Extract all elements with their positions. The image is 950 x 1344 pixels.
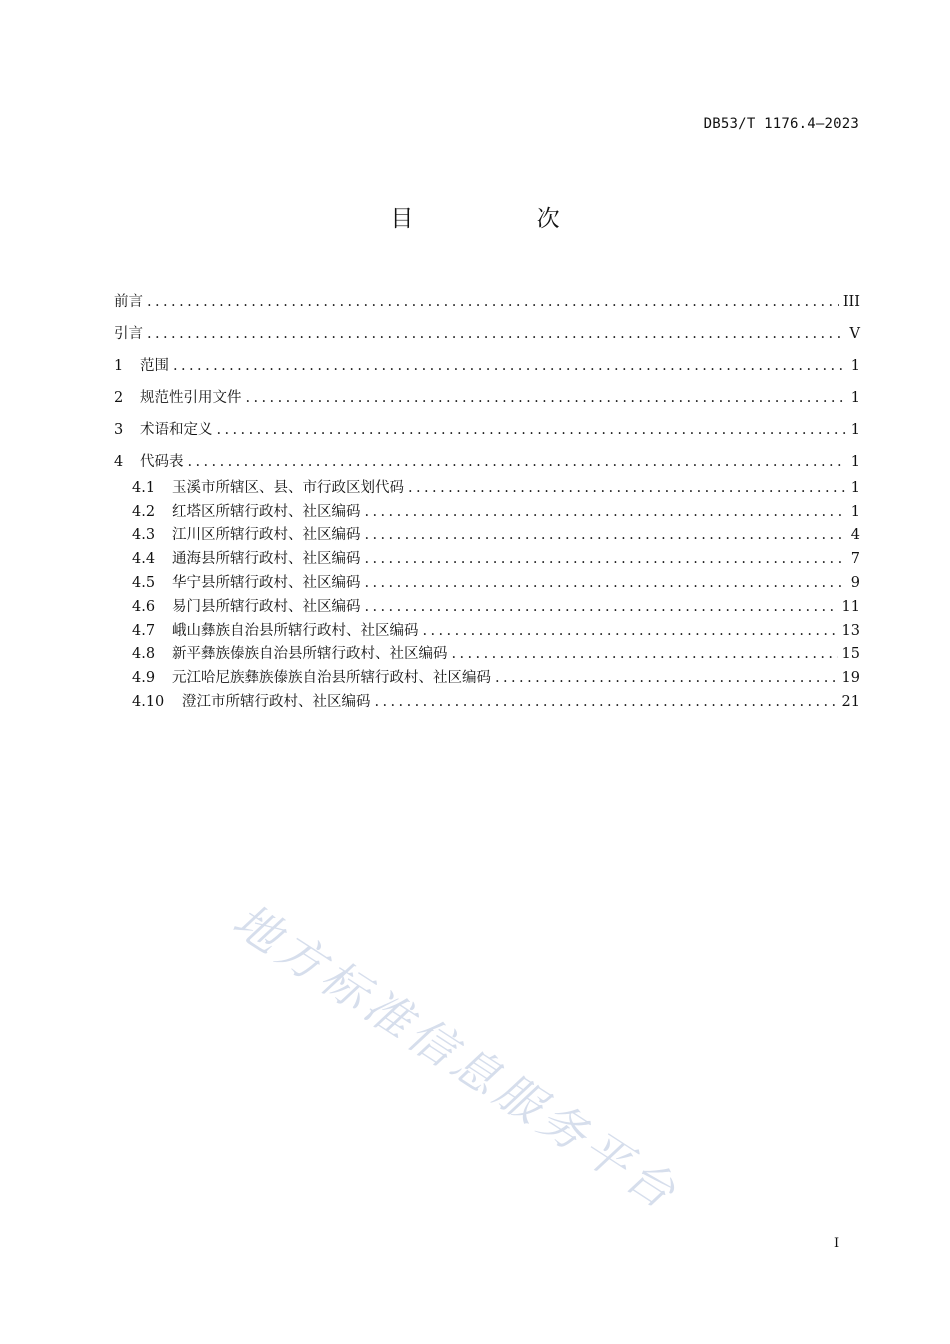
toc-number: 1 <box>114 358 124 374</box>
toc-page: 9 <box>850 575 860 591</box>
toc-number: 4.10 <box>132 694 165 710</box>
toc-number: 4.9 <box>132 670 156 686</box>
page-number: I <box>834 1236 840 1251</box>
toc-entry-4-1[interactable] <box>132 476 860 498</box>
toc-number: 4.3 <box>132 527 156 543</box>
toc-leader <box>365 551 847 567</box>
toc-leader <box>365 575 847 591</box>
toc-leader <box>375 694 838 710</box>
document-code: DB53/T 1176.4—2023 <box>703 116 859 132</box>
toc-label: 红塔区所辖行政村、社区编码 <box>172 504 361 520</box>
toc-entry-4-7[interactable] <box>132 619 860 641</box>
toc-label: 代码表 <box>140 454 184 470</box>
toc-page: 4 <box>850 527 860 543</box>
toc-entry-4-8[interactable] <box>132 642 860 664</box>
toc-page: 15 <box>841 646 860 662</box>
toc-number: 4.2 <box>132 504 156 520</box>
toc-label: 规范性引用文件 <box>140 390 242 406</box>
toc-entry-4-4[interactable] <box>132 547 860 569</box>
toc-entry-introduction[interactable] <box>114 322 860 344</box>
toc-leader <box>408 480 846 496</box>
watermark: 地方标准信息服务平台 <box>223 892 690 1222</box>
toc-label: 通海县所辖行政村、社区编码 <box>172 551 361 567</box>
toc-number: 4.1 <box>132 480 156 496</box>
page-title: 目 次 <box>390 206 618 232</box>
toc-label: 易门县所辖行政村、社区编码 <box>172 599 361 615</box>
toc-label: 华宁县所辖行政村、社区编码 <box>172 575 361 591</box>
toc-page: 7 <box>850 551 860 567</box>
toc-entry-4-10[interactable] <box>132 690 860 712</box>
toc-label: 引言 <box>114 326 143 342</box>
toc-number: 4.6 <box>132 599 156 615</box>
toc-leader <box>147 326 846 342</box>
toc-leader <box>147 294 839 310</box>
toc-number: 4.4 <box>132 551 156 567</box>
toc-entry-4-5[interactable] <box>132 571 860 593</box>
toc-leader <box>365 527 847 543</box>
toc-page: 1 <box>850 358 860 374</box>
toc-entry-1[interactable] <box>114 354 860 376</box>
toc-label: 玉溪市所辖区、县、市行政区划代码 <box>172 480 404 496</box>
toc-leader <box>173 358 846 374</box>
toc-number: 4.5 <box>132 575 156 591</box>
toc-entry-4-9[interactable] <box>132 666 860 688</box>
toc-page: 1 <box>850 390 860 406</box>
toc-number: 4 <box>114 454 124 470</box>
toc-number: 4.8 <box>132 646 156 662</box>
toc-entry-3[interactable] <box>114 418 860 440</box>
toc-label: 新平彝族傣族自治县所辖行政村、社区编码 <box>172 646 448 662</box>
toc-leader <box>217 422 847 438</box>
toc-label: 术语和定义 <box>140 422 213 438</box>
toc-leader <box>188 454 847 470</box>
toc-page: V <box>849 326 860 342</box>
toc-page: 1 <box>850 422 860 438</box>
toc-leader <box>246 390 847 406</box>
toc-page: 21 <box>841 694 860 710</box>
toc-entry-4[interactable] <box>114 450 860 472</box>
toc-page: 13 <box>841 623 860 639</box>
toc-page: 11 <box>841 599 860 615</box>
toc-entry-foreword[interactable] <box>114 290 860 312</box>
toc-label: 范围 <box>140 358 169 374</box>
toc-label: 元江哈尼族彝族傣族自治县所辖行政村、社区编码 <box>172 670 491 686</box>
toc-label: 澄江市所辖行政村、社区编码 <box>182 694 371 710</box>
toc-entry-4-2[interactable] <box>132 500 860 522</box>
toc-label: 前言 <box>114 294 143 310</box>
toc-page: 1 <box>850 504 860 520</box>
toc-label: 江川区所辖行政村、社区编码 <box>172 527 361 543</box>
toc-entry-4-3[interactable] <box>132 523 860 545</box>
toc-leader <box>365 599 838 615</box>
toc-leader <box>495 670 838 686</box>
toc-label: 峨山彝族自治县所辖行政村、社区编码 <box>172 623 419 639</box>
toc-page: 19 <box>841 670 860 686</box>
toc-number: 3 <box>114 422 124 438</box>
toc-page: III <box>842 294 860 310</box>
toc-leader <box>452 646 838 662</box>
toc-leader <box>423 623 838 639</box>
toc-entry-4-6[interactable] <box>132 595 860 617</box>
toc-leader <box>365 504 847 520</box>
toc-entry-2[interactable] <box>114 386 860 408</box>
toc-number: 4.7 <box>132 623 156 639</box>
toc-number: 2 <box>114 390 124 406</box>
toc-page: 1 <box>850 480 860 496</box>
toc-page: 1 <box>850 454 860 470</box>
